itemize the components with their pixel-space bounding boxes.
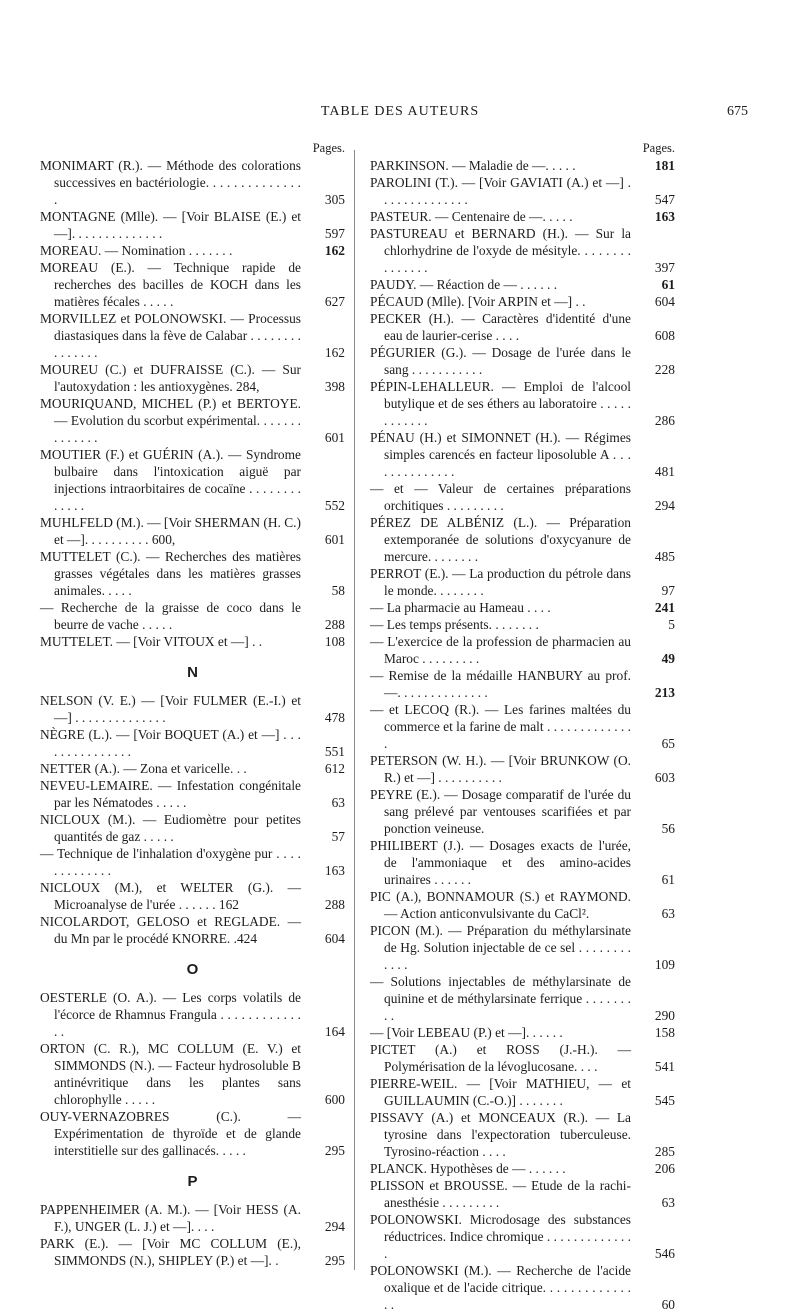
entry-text: PAROLINI (T.). — [Voir GAVIATI (A.) et —] . . . . . . . . . . . . . . — [370, 175, 631, 207]
section-letter: P — [187, 1173, 198, 1190]
entry-page-number: 49 — [661, 651, 675, 666]
section-letter: O — [186, 961, 199, 978]
index-entry — [40, 633, 345, 650]
index-entry — [370, 1160, 675, 1177]
index-entry — [370, 1177, 675, 1211]
entry-text: MUTTELET (C.). — Recherches des matières grasses végétales dans les matières grasses animales. . . . . — [40, 549, 301, 598]
entry-page-number: 57 — [331, 829, 345, 844]
index-entry — [40, 1040, 345, 1108]
index-entry — [370, 293, 675, 310]
index-entry — [370, 480, 675, 514]
entry-text: NÈGRE (L.). — [Voir BOQUET (A.) et —] . . . . . . . . . . . . . . . — [40, 727, 301, 759]
page-header — [0, 104, 800, 128]
pages-column-label: Pages. — [312, 141, 345, 155]
entry-text: PIC (A.), BONNAMOUR (S.) et RAYMOND. — Action anticonvulsivante du CaCl². — [370, 889, 631, 921]
entry-page-number: 63 — [331, 795, 345, 810]
entry-page-number: 627 — [324, 294, 345, 309]
index-entry — [40, 760, 345, 777]
entry-text: MONIMART (R.). — Méthode des colorations successives en bactériologie. . . . . . . . . . . . . . . — [40, 158, 301, 207]
index-entry — [370, 1075, 675, 1109]
entry-text: PICON (M.). — Préparation du méthylarsinate de Hg. Solution injectable de ce sel . . . . . . . . . . . . — [370, 923, 631, 972]
entry-page-number: 181 — [654, 158, 675, 173]
entry-page-number: 295 — [324, 1253, 345, 1268]
entry-page-number: 108 — [324, 634, 345, 649]
index-entry — [40, 989, 345, 1040]
entry-page-number: 545 — [654, 1093, 675, 1108]
entry-text: — Les temps présents. . . . . . . . — [370, 617, 539, 632]
entry-page-number: 551 — [324, 744, 345, 759]
entry-text: PIERRE-WEIL. — [Voir MATHIEU, — et GUILLAUMIN (C.-O.)] . . . . . . . — [370, 1076, 631, 1108]
entry-page-number: 295 — [324, 1143, 345, 1158]
index-entry — [370, 1024, 675, 1041]
entry-text: PÉREZ DE ALBÉNIZ (L.). — Préparation extemporanée de solutions d'oxycyanure de mercure. . . . . . . . — [370, 515, 631, 564]
entry-page-number: 63 — [661, 1195, 675, 1210]
index-entry — [370, 973, 675, 1024]
entry-text: — Technique de l'inhalation d'oxygène pur . . . . . . . . . . . . . — [40, 846, 301, 878]
entry-page-number: 58 — [331, 583, 345, 598]
entry-page-number: 206 — [654, 1161, 675, 1176]
entry-page-number: 288 — [324, 897, 345, 912]
entry-page-number: 478 — [324, 710, 345, 725]
entry-text: — et — Valeur de certaines préparations orchitiques . . . . . . . . . — [370, 481, 631, 513]
entry-text: POLONOWSKI. Microdosage des substances réductrices. Indice chromique . . . . . . . . . . . . . . — [370, 1212, 631, 1261]
index-entry — [40, 692, 345, 726]
entry-text: PETERSON (W. H.). — [Voir BRUNKOW (O. R.) et —] . . . . . . . . . . — [370, 753, 631, 785]
index-entry — [370, 514, 675, 565]
index-entry — [40, 811, 345, 845]
index-entry — [40, 777, 345, 811]
index-entry — [40, 259, 345, 310]
entry-page-number: 288 — [324, 617, 345, 632]
entry-text: PEYRE (E.). — Dosage comparatif de l'urée du sang prélevé par ventouses scarifiées et par ponction veineuse. — [370, 787, 631, 836]
entry-page-number: 158 — [654, 1025, 675, 1040]
index-entry — [370, 599, 675, 616]
entry-text: MONTAGNE (Mlle). — [Voir BLAISE (E.) et —]. . . . . . . . . . . . . . — [40, 209, 301, 241]
page-title: TABLE DES AUTEURS — [320, 104, 480, 119]
entry-page-number: 294 — [654, 498, 675, 513]
entry-text: — Recherche de la graisse de coco dans le beurre de vache . . . . . — [40, 600, 301, 632]
index-entry — [370, 888, 675, 922]
entry-page-number: 485 — [654, 549, 675, 564]
entry-page-number: 604 — [324, 931, 345, 946]
entry-page-number: 61 — [661, 277, 675, 292]
index-entry — [40, 726, 345, 760]
index-entry — [40, 157, 345, 208]
entry-page-number: 397 — [654, 260, 675, 275]
entry-text: NICLOUX (M.), et WELTER (G.). — Microanalyse de l'urée . . . . . . 162 — [40, 880, 301, 912]
entry-text: MOREAU. — Nomination . . . . . . . — [40, 243, 233, 258]
index-entry — [370, 208, 675, 225]
index-entry — [370, 429, 675, 480]
index-entry — [40, 599, 345, 633]
entry-page-number: 601 — [324, 430, 345, 445]
index-entry — [40, 361, 345, 395]
entry-page-number: 285 — [654, 1144, 675, 1159]
entry-text: PARKINSON. — Maladie de —. . . . . — [370, 158, 576, 173]
entry-text: MORVILLEZ et POLONOWSKI. — Processus diastasiques dans la fève de Calabar . . . . . . . . . . . . . . . — [40, 311, 301, 360]
index-entry — [40, 1108, 345, 1159]
entry-text: NICLOUX (M.). — Eudiomètre pour petites quantités de gaz . . . . . — [40, 812, 301, 844]
index-entry — [40, 913, 345, 947]
entry-page-number: 552 — [324, 498, 345, 513]
index-entry — [370, 276, 675, 293]
entry-text: POLONOWSKI (M.). — Recherche de l'acide oxalique et de l'acide citrique. . . . . . . . . . . . . . . — [370, 1263, 631, 1312]
entry-text: NEVEU-LEMAIRE. — Infestation congénitale par les Nématodes . . . . . — [40, 778, 301, 810]
index-entry — [370, 1109, 675, 1160]
index-entry — [40, 1235, 345, 1269]
entry-page-number: 213 — [654, 685, 675, 700]
entry-page-number: 541 — [654, 1059, 675, 1074]
index-entry — [40, 446, 345, 514]
entry-text: PÉNAU (H.) et SIMONNET (H.). — Régimes simples carencés en facteur liposoluble A . . . . . . . . . . . . . . — [370, 430, 631, 479]
entry-page-number: 241 — [654, 600, 675, 615]
column-divider — [354, 150, 355, 1270]
entry-text: ORTON (C. R.), MC COLLUM (E. V.) et SIMMONDS (N.). — Facteur hydrosoluble B antinévritique dans les plantes sans chlorophylle . . . . . — [40, 1041, 301, 1107]
entry-page-number: 597 — [324, 226, 345, 241]
index-entry — [370, 837, 675, 888]
entry-page-number: 294 — [324, 1219, 345, 1234]
entry-text: PASTEUR. — Centenaire de —. . . . . — [370, 209, 573, 224]
entry-page-number: 608 — [654, 328, 675, 343]
entry-page-number: 109 — [654, 957, 675, 972]
entry-page-number: 164 — [324, 1024, 345, 1039]
entry-text: PASTUREAU et BERNARD (H.). — Sur la chlorhydrine de l'oxyde de mésityle. . . . . . . . . . . . . . . — [370, 226, 631, 275]
left-column — [40, 140, 345, 1269]
entry-page-number: 97 — [661, 583, 675, 598]
entry-text: — Remise de la médaille HANBURY au prof. —. . . . . . . . . . . . . . — [370, 668, 631, 700]
index-entry — [40, 879, 345, 913]
index-entry — [370, 786, 675, 837]
entry-page-number: 546 — [654, 1246, 675, 1261]
entry-page-number: 61 — [661, 872, 675, 887]
entry-page-number: 603 — [654, 770, 675, 785]
index-entry — [370, 225, 675, 276]
index-entry — [370, 1041, 675, 1075]
entry-text: OUY-VERNAZOBRES (C.). — Expérimentation de thyroïde et de glande interstitielle sur des gallinacés. . . . . — [40, 1109, 301, 1158]
page-number: 675 — [727, 104, 748, 119]
index-entry — [370, 1211, 675, 1262]
right-column — [370, 140, 675, 1313]
entry-text: — L'exercice de la profession de pharmacien au Maroc . . . . . . . . . — [370, 634, 631, 666]
index-entry — [40, 514, 345, 548]
entry-page-number: 305 — [324, 192, 345, 207]
entry-page-number: 60 — [661, 1297, 675, 1312]
index-entry — [40, 1201, 345, 1235]
entry-text: PAPPENHEIMER (A. M.). — [Voir HESS (A. F.), UNGER (L. J.) et —]. . . . — [40, 1202, 301, 1234]
entry-page-number: 162 — [324, 243, 345, 258]
index-entry — [40, 845, 345, 879]
entry-text: — La pharmacie au Hameau . . . . — [370, 600, 551, 615]
index-entry — [40, 208, 345, 242]
entry-text: PLANCK. Hypothèses de — . . . . . . — [370, 1161, 566, 1176]
index-entry — [370, 310, 675, 344]
index-entry — [370, 174, 675, 208]
index-entry — [40, 548, 345, 599]
entry-text: — Solutions injectables de méthylarsinate de quinine et de méthylarsinate ferrique . . . . . . . . . — [370, 974, 631, 1023]
entry-page-number: 601 — [324, 532, 345, 547]
index-entry — [370, 344, 675, 378]
index-entry — [370, 701, 675, 752]
index-entry — [370, 922, 675, 973]
entry-text: PARK (E.). — [Voir MC COLLUM (E.), SIMMONDS (N.), SHIPLEY (P.) et —]. . — [40, 1236, 301, 1268]
entry-page-number: 286 — [654, 413, 675, 428]
entry-text: PÉPIN-LEHALLEUR. — Emploi de l'alcool butylique et de ses éthers au laboratoire . . . . . . . . . . . . — [370, 379, 631, 428]
index-entry — [370, 378, 675, 429]
entry-page-number: 56 — [661, 821, 675, 836]
entry-page-number: 604 — [654, 294, 675, 309]
entry-text: PHILIBERT (J.). — Dosages exacts de l'urée, de l'ammoniaque et des amino-acides urinaires . . . . . . — [370, 838, 631, 887]
entry-page-number: 163 — [324, 863, 345, 878]
index-entry — [370, 633, 675, 667]
entry-text: PERROT (E.). — La production du pétrole dans le monde. . . . . . . . — [370, 566, 631, 598]
index-entry — [370, 1262, 675, 1313]
index-entry — [370, 616, 675, 633]
entry-page-number: 290 — [654, 1008, 675, 1023]
entry-page-number: 398 — [324, 379, 345, 394]
entry-page-number: 5 — [668, 617, 675, 632]
entry-text: PÉGURIER (G.). — Dosage de l'urée dans le sang . . . . . . . . . . . — [370, 345, 631, 377]
entry-page-number: 163 — [654, 209, 675, 224]
entry-page-number: 600 — [324, 1092, 345, 1107]
entry-text: PICTET (A.) et ROSS (J.-H.). — Polymérisation de la lévoglucosane. . . . — [370, 1042, 631, 1074]
entry-text: NELSON (V. E.) — [Voir FULMER (E.-I.) et —] . . . . . . . . . . . . . . — [40, 693, 301, 725]
index-entry — [370, 667, 675, 701]
entry-text: PISSAVY (A.) et MONCEAUX (R.). — La tyrosine dans l'expectoration tuberculeuse. Tyrosino-réaction . . . . — [370, 1110, 631, 1159]
entry-page-number: 63 — [661, 906, 675, 921]
entry-text: MOUREU (C.) et DUFRAISSE (C.). — Sur l'autoxydation : les antioxygènes. 284, — [40, 362, 301, 394]
index-entry — [370, 752, 675, 786]
index-entry — [40, 310, 345, 361]
index-entry — [40, 395, 345, 446]
entry-text: PLISSON et BROUSSE. — Etude de la rachi-anesthésie . . . . . . . . . — [370, 1178, 631, 1210]
entry-page-number: 65 — [661, 736, 675, 751]
entry-text: — [Voir LEBEAU (P.) et —]. . . . . . — [370, 1025, 563, 1040]
entry-text: OESTERLE (O. A.). — Les corps volatils de l'écorce de Rhamnus Frangula . . . . . . . . . . . . . . — [40, 990, 301, 1039]
entry-text: NETTER (A.). — Zona et varicelle. . . — [40, 761, 247, 776]
entry-text: MUTTELET. — [Voir VITOUX et —] . . — [40, 634, 263, 649]
index-entry — [40, 242, 345, 259]
entry-text: PAUDY. — Réaction de — . . . . . . — [370, 277, 558, 292]
entry-page-number: 547 — [654, 192, 675, 207]
entry-text: PÉCAUD (Mlle). [Voir ARPIN et —] . . — [370, 294, 586, 309]
entry-page-number: 162 — [324, 345, 345, 360]
index-entry — [370, 157, 675, 174]
index-entry — [370, 565, 675, 599]
entry-text: MOURIQUAND, MICHEL (P.) et BERTOYE. — Evolution du scorbut expérimental. . . . . . . . . . . . . . — [40, 396, 301, 445]
entry-text: NICOLARDOT, GELOSO et REGLADE. — du Mn par le procédé KNORRE. .424 — [40, 914, 301, 946]
entry-text: MOUTIER (F.) et GUÉRIN (A.). — Syndrome bulbaire dans l'intoxication aiguë par injections intraorbitaires de cocaïne . . . . . . . . . . . . . — [40, 447, 301, 513]
entry-text: PECKER (H.). — Caractères d'identité d'une eau de laurier-cerise . . . . — [370, 311, 631, 343]
entry-text: — et LECOQ (R.). — Les farines maltées du commerce et la farine de malt . . . . . . . . . . . . . . — [370, 702, 631, 751]
entry-page-number: 481 — [654, 464, 675, 479]
entry-text: MUHLFELD (M.). — [Voir SHERMAN (H. C.) et —]. . . . . . . . . . 600, — [40, 515, 301, 547]
pages-column-label: Pages. — [642, 141, 675, 155]
entry-page-number: 228 — [654, 362, 675, 377]
entry-page-number: 612 — [324, 761, 345, 776]
section-letter: N — [187, 664, 198, 681]
entry-text: MOREAU (E.). — Technique rapide de recherches des bacilles de KOCH dans les matières fécales . . . . . — [40, 260, 301, 309]
